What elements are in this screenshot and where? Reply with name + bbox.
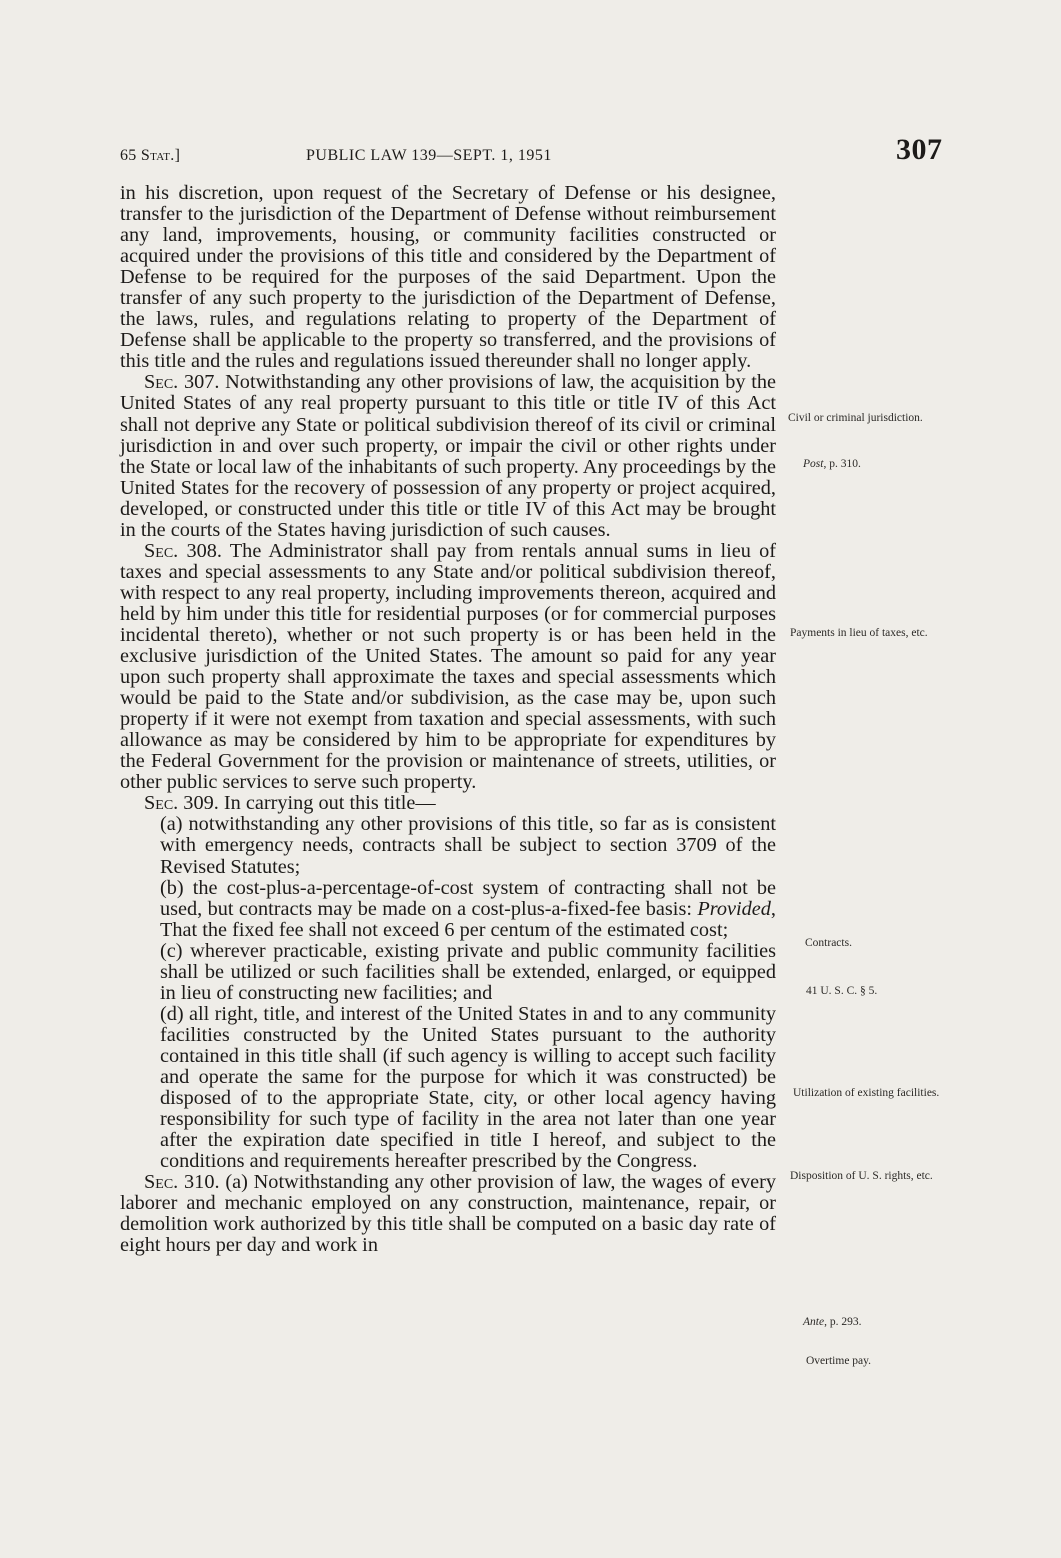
- proviso-word: Provided: [697, 897, 771, 920]
- section-label: Sec. 310.: [144, 1171, 220, 1194]
- margin-note-civil: Civil or criminal jurisdiction.: [788, 412, 923, 424]
- list-item-a: [160, 814, 776, 877]
- section-text: (a) Notwithstanding any other provision of law, the wages of every laborer and mechanic employed on any construction, maintenance, repair, or demolition work authorized by this title shall be computed on a basic day rate of eight hours per day and work in: [120, 1171, 776, 1257]
- section-label: Sec. 308.: [144, 539, 222, 562]
- margin-note-usc: 41 U. S. C. § 5.: [806, 985, 878, 997]
- cross-reference-page: , p. 310.: [823, 458, 861, 470]
- margin-note-contracts: Contracts.: [805, 937, 852, 949]
- margin-note-post: [803, 458, 953, 470]
- list-item-text: (a) notwithstanding any other provisions of this title, so far as is consistent with emergency needs, contracts shall be subject to section 3709 of the Revised Statutes;: [160, 813, 776, 878]
- margin-note-overtime: Overtime pay.: [806, 1355, 872, 1367]
- paragraph-continuation: in his discretion, upon request of the Secretary of Defense or his designee, transfer to the jurisdiction of the Department of Defense without reimbursement any land, improvements, housing, or community facilities constructed or acquired under the provisions of this title and considered by the Department of Defense to be required for the purposes of the said Department. Upon the transfer of any such property to the jurisdiction of the Department of Defense, the laws, rules, and regulations relating to property of the Department of Defense shall be applicable to the property so transferred, and the provisions of this title and the rules and regulations issued thereunder shall no longer apply.: [120, 182, 776, 373]
- margin-note-disposition: Disposition of U. S. rights, etc.: [790, 1170, 933, 1182]
- margin-note-ante: [803, 1316, 953, 1328]
- running-title: PUBLIC LAW 139—SEPT. 1, 1951: [306, 147, 552, 164]
- list-item-text: (b) the cost-plus-a-percentage-of-cost system of contracting shall not be used, but contracts may be made on a cost-plus-a-fixed-fee basis:: [160, 876, 776, 920]
- cross-reference-word: Ante: [803, 1316, 825, 1328]
- section-text: Notwithstanding any other provisions of law, the acquisition by the United States of any real property pursuant to this title or title IV of this Act shall not deprive any State or political subdivision thereof of its civil or criminal jurisdiction in and over such property, or impair the civil or other rights under the State or local law of the inhabitants of such property. Any proceedings by the United States for the recovery of possession of any property or project acquired, developed, or constructed under this title or title IV of this Act may be brought in the courts of the States having jurisdiction of such causes.: [120, 371, 776, 541]
- margin-note-utilization: Utilization of existing facilities.: [793, 1087, 940, 1099]
- section-label: Sec. 309.: [144, 792, 219, 815]
- section-307: [120, 372, 776, 540]
- section-text: In carrying out this title—: [218, 792, 436, 815]
- list-item-text: (c) wherever practicable, existing private and public community facilities shall be utilized or such facilities shall be extended, enlarged, or equipped in lieu of constructing new facilities; and: [160, 939, 776, 1004]
- section-308: [120, 541, 776, 794]
- body-text: [120, 183, 776, 1256]
- cross-reference-word: Post: [803, 458, 824, 470]
- list-item-text: (d) all right, title, and interest of the United States in and to any community facilities constructed by the United States pursuant to the authority contained in this title shall (if such agency is willing to accept such facility and operate the same for the purpose for which it was constructed) be disposed of to the appropriate State, city, or other local agency having responsibility for such type of facility in the area not later than one year after the expiration date specified in title I hereof, and subject to the conditions and requirements hereafter prescribed by the Congress.: [160, 1002, 776, 1173]
- cross-reference-page: , p. 293.: [824, 1316, 862, 1328]
- margin-note-payments: Payments in lieu of taxes, etc.: [790, 627, 928, 639]
- list-item-c: [160, 941, 776, 1004]
- list-item-d: [160, 1004, 776, 1172]
- section-label: Sec. 307.: [144, 371, 220, 394]
- page-header: [120, 133, 943, 175]
- section-309: [120, 793, 776, 814]
- section-text: The Administrator shall pay from rentals annual sums in lieu of taxes and special assessments to any State and/or political subdivision thereof, with respect to any real property, including improvements thereon, acquired and held by him under this title for residential purposes (or for commercial purposes incidental thereto), whether or not such property is or has been held in the exclusive jurisdiction of the United States. The amount so paid for any year upon such property shall approximate the taxes and special assessments which would be paid to the State and/or subdivision, as the case may be, upon such property if it were not exempt from taxation and special assessments, with such allowance as may be considered by him to be appropriate for expenditures by the Federal Government for the provision or maintenance of streets, utilities, or other public services to serve such property.: [120, 539, 776, 794]
- list-item-b: [160, 878, 776, 941]
- statute-volume: 65 Stat.]: [120, 147, 181, 164]
- page-number: 307: [896, 133, 943, 166]
- list-item-text: , That the fixed fee shall not exceed 6 per centum of the estimated cost;: [160, 897, 776, 941]
- section-310: [120, 1172, 776, 1256]
